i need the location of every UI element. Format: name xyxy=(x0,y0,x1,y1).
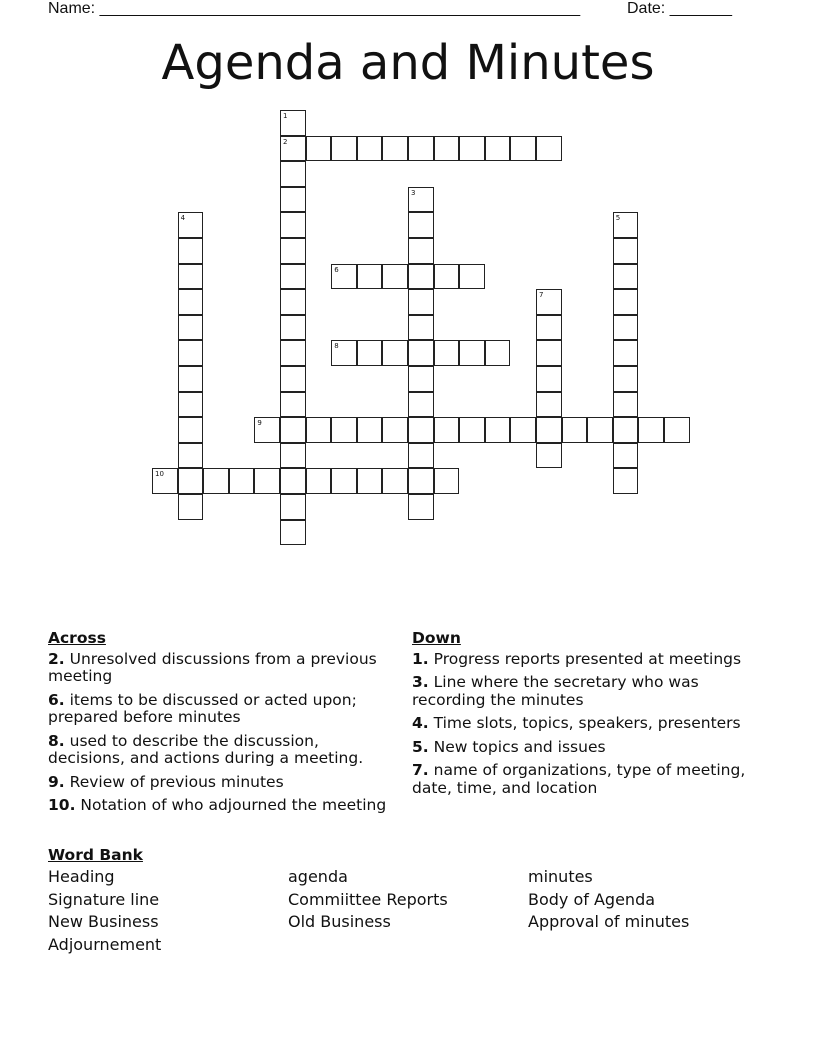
crossword-cell[interactable] xyxy=(280,494,306,520)
crossword-cell[interactable] xyxy=(613,212,639,238)
crossword-cell[interactable] xyxy=(434,340,460,366)
clue-text: items to be discussed or acted upon; prepared before minutes xyxy=(48,690,357,726)
word-bank-title: Word Bank xyxy=(48,846,143,864)
cell-number: 5 xyxy=(615,214,621,223)
crossword-cell[interactable] xyxy=(536,417,562,443)
crossword-cell[interactable] xyxy=(613,443,639,469)
crossword-cell[interactable] xyxy=(408,264,434,290)
crossword-cell[interactable] xyxy=(306,468,332,494)
crossword-cell[interactable] xyxy=(280,187,306,213)
clue-across-2 xyxy=(48,651,398,686)
clue-down-1 xyxy=(412,651,772,669)
crossword-cell[interactable] xyxy=(434,417,460,443)
clue-number: 9. xyxy=(48,772,65,791)
crossword-cell[interactable] xyxy=(459,340,485,366)
crossword-cell[interactable] xyxy=(280,161,306,187)
crossword-cell[interactable] xyxy=(178,315,204,341)
crossword-cell[interactable] xyxy=(357,417,383,443)
cell-number: 3 xyxy=(411,188,416,197)
crossword-cell[interactable] xyxy=(280,264,306,290)
across-heading: Across xyxy=(48,629,106,647)
crossword-cell[interactable] xyxy=(459,264,485,290)
clue-text: Unresolved discussions from a previous meeting xyxy=(48,649,377,685)
crossword-cell[interactable] xyxy=(254,468,280,494)
word-bank-item: Commiittee Reports xyxy=(288,889,448,909)
crossword-cell[interactable] xyxy=(254,417,280,443)
crossword-cell[interactable] xyxy=(306,417,332,443)
clue-number: 5. xyxy=(412,737,429,756)
down-clues xyxy=(412,630,772,803)
crossword-cell[interactable] xyxy=(613,315,639,341)
cell-number: 7 xyxy=(539,291,544,300)
crossword-cell[interactable] xyxy=(536,392,562,418)
crossword-cell[interactable] xyxy=(510,417,536,443)
crossword-cell[interactable] xyxy=(357,468,383,494)
word-bank-item: minutes xyxy=(528,867,593,886)
cell-number: 6 xyxy=(334,265,339,274)
crossword-cell[interactable] xyxy=(178,468,204,494)
name-field-label: Name: ______________________________________________________ xyxy=(48,0,581,17)
clue-text: Line where the secretary who was recording the minutes xyxy=(412,673,699,709)
crossword-cell[interactable] xyxy=(613,392,639,418)
crossword-cell[interactable] xyxy=(485,340,511,366)
clue-down-7 xyxy=(412,762,772,797)
crossword-cell[interactable] xyxy=(382,136,408,162)
crossword-cell[interactable] xyxy=(280,315,306,341)
crossword-cell[interactable] xyxy=(664,417,690,443)
clue-across-8 xyxy=(48,733,398,768)
crossword-cell[interactable] xyxy=(408,340,434,366)
crossword-cell[interactable] xyxy=(178,417,204,443)
date-field-label: Date: _______ xyxy=(627,0,732,17)
clue-number: 4. xyxy=(412,714,429,732)
crossword-cell[interactable] xyxy=(357,264,383,290)
crossword-cell[interactable] xyxy=(382,340,408,366)
crossword-cell[interactable] xyxy=(613,289,639,315)
cell-number: 9 xyxy=(257,419,262,428)
word-bank-item: Heading xyxy=(48,867,115,886)
crossword-cell[interactable] xyxy=(536,443,562,469)
crossword-cell[interactable] xyxy=(638,417,664,443)
crossword-cell[interactable] xyxy=(280,392,306,418)
crossword-cell[interactable] xyxy=(382,417,408,443)
clue-number: 1. xyxy=(412,649,429,668)
cell-number: 8 xyxy=(334,342,339,351)
clue-number: 6. xyxy=(48,690,65,709)
clue-across-10 xyxy=(48,797,398,815)
word-bank-item: Body of Agenda xyxy=(528,889,656,909)
clue-text: name of organizations, type of meeting, date, time, and location xyxy=(412,761,746,797)
crossword-cell[interactable] xyxy=(280,520,306,546)
crossword-cell[interactable] xyxy=(510,136,536,162)
across-clues xyxy=(48,630,398,821)
crossword-cell[interactable] xyxy=(331,136,357,162)
cell-number: 2 xyxy=(283,137,288,146)
crossword-cell[interactable] xyxy=(536,136,562,162)
crossword-cell[interactable] xyxy=(408,136,434,162)
crossword-cell[interactable] xyxy=(613,366,639,392)
clue-across-6 xyxy=(48,692,398,727)
clue-number: 7. xyxy=(412,761,429,779)
crossword-cell[interactable] xyxy=(178,264,204,290)
crossword-cell[interactable] xyxy=(536,289,562,315)
crossword-cell[interactable] xyxy=(408,468,434,494)
crossword-cell[interactable] xyxy=(408,417,434,443)
crossword-cell[interactable] xyxy=(280,110,306,136)
crossword-cell[interactable] xyxy=(280,238,306,264)
crossword-cell[interactable] xyxy=(408,212,434,238)
crossword-cell[interactable] xyxy=(408,494,434,520)
crossword-cell[interactable] xyxy=(613,264,639,290)
word-bank-item: Adjournement xyxy=(48,934,162,954)
crossword-cell[interactable] xyxy=(408,187,434,213)
crossword-cell[interactable] xyxy=(152,468,178,494)
crossword-cell[interactable] xyxy=(536,315,562,341)
crossword-cell[interactable] xyxy=(280,212,306,238)
crossword-cell[interactable] xyxy=(613,468,639,494)
crossword-cell[interactable] xyxy=(178,212,204,238)
crossword-cell[interactable] xyxy=(306,136,332,162)
crossword-cell[interactable] xyxy=(459,417,485,443)
clue-text: Review of previous minutes xyxy=(69,772,284,791)
word-bank-item: Approval of minutes xyxy=(528,912,690,931)
crossword-cell[interactable] xyxy=(459,136,485,162)
crossword-cell[interactable] xyxy=(178,238,204,264)
word-bank-item: Old Business xyxy=(288,912,391,931)
clue-down-5 xyxy=(412,739,772,757)
clue-text: Time slots, topics, speakers, presenters xyxy=(433,714,741,732)
clue-number: 10. xyxy=(48,796,76,814)
clue-text: Progress reports presented at meetings xyxy=(433,649,742,668)
crossword-cell[interactable] xyxy=(434,468,460,494)
crossword-cell[interactable] xyxy=(408,289,434,315)
crossword-cell[interactable] xyxy=(408,238,434,264)
clue-down-3 xyxy=(412,674,772,709)
clue-number: 3. xyxy=(412,673,429,691)
cell-number: 10 xyxy=(155,470,164,479)
crossword-cell[interactable] xyxy=(587,417,613,443)
clue-text: Notation of who adjourned the meeting xyxy=(80,796,387,814)
crossword-cell[interactable] xyxy=(382,264,408,290)
crossword-cell[interactable] xyxy=(280,468,306,494)
crossword-cell[interactable] xyxy=(280,136,306,162)
crossword-cell[interactable] xyxy=(434,264,460,290)
crossword-cell[interactable] xyxy=(408,443,434,469)
crossword-cell[interactable] xyxy=(229,468,255,494)
clue-number: 8. xyxy=(48,731,65,750)
crossword-cell[interactable] xyxy=(331,417,357,443)
crossword-cell[interactable] xyxy=(536,366,562,392)
crossword-cell[interactable] xyxy=(357,340,383,366)
crossword-cell[interactable] xyxy=(408,392,434,418)
crossword-cell[interactable] xyxy=(331,340,357,366)
clue-across-9 xyxy=(48,774,398,792)
cell-number: 1 xyxy=(283,112,288,120)
crossword-cell[interactable] xyxy=(613,417,639,443)
crossword-cell[interactable] xyxy=(178,289,204,315)
crossword-cell[interactable] xyxy=(280,340,306,366)
crossword-cell[interactable] xyxy=(280,443,306,469)
clue-down-4 xyxy=(412,715,772,733)
clue-text: used to describe the discussion, decisions, and actions during a meeting. xyxy=(48,731,364,767)
cell-number: 4 xyxy=(180,214,186,223)
crossword-cell[interactable] xyxy=(382,468,408,494)
crossword-cell[interactable] xyxy=(178,366,204,392)
crossword-cell[interactable] xyxy=(408,315,434,341)
crossword-cell[interactable] xyxy=(331,264,357,290)
crossword-cell[interactable] xyxy=(536,340,562,366)
crossword-cell[interactable] xyxy=(485,417,511,443)
crossword-cell[interactable] xyxy=(562,417,588,443)
word-bank-item: agenda xyxy=(288,867,348,886)
word-bank-item: Signature line xyxy=(48,889,160,909)
clue-number: 2. xyxy=(48,649,65,668)
crossword-cell[interactable] xyxy=(331,468,357,494)
crossword-cell[interactable] xyxy=(178,392,204,418)
crossword-cell[interactable] xyxy=(280,366,306,392)
crossword-cell[interactable] xyxy=(280,289,306,315)
clue-text: New topics and issues xyxy=(433,737,606,756)
down-heading: Down xyxy=(412,629,461,647)
page-title: Agenda and Minutes xyxy=(161,35,655,91)
word-bank-list xyxy=(48,868,768,953)
crossword-cell[interactable] xyxy=(434,136,460,162)
crossword-cell[interactable] xyxy=(178,443,204,469)
crossword-cell[interactable] xyxy=(485,136,511,162)
crossword-cell[interactable] xyxy=(613,238,639,264)
crossword-cell[interactable] xyxy=(203,468,229,494)
crossword-cell[interactable] xyxy=(613,340,639,366)
crossword-cell[interactable] xyxy=(408,366,434,392)
crossword-cell[interactable] xyxy=(280,417,306,443)
word-bank-item: New Business xyxy=(48,912,159,931)
crossword-cell[interactable] xyxy=(178,494,204,520)
crossword-cell[interactable] xyxy=(357,136,383,162)
crossword-cell[interactable] xyxy=(178,340,204,366)
